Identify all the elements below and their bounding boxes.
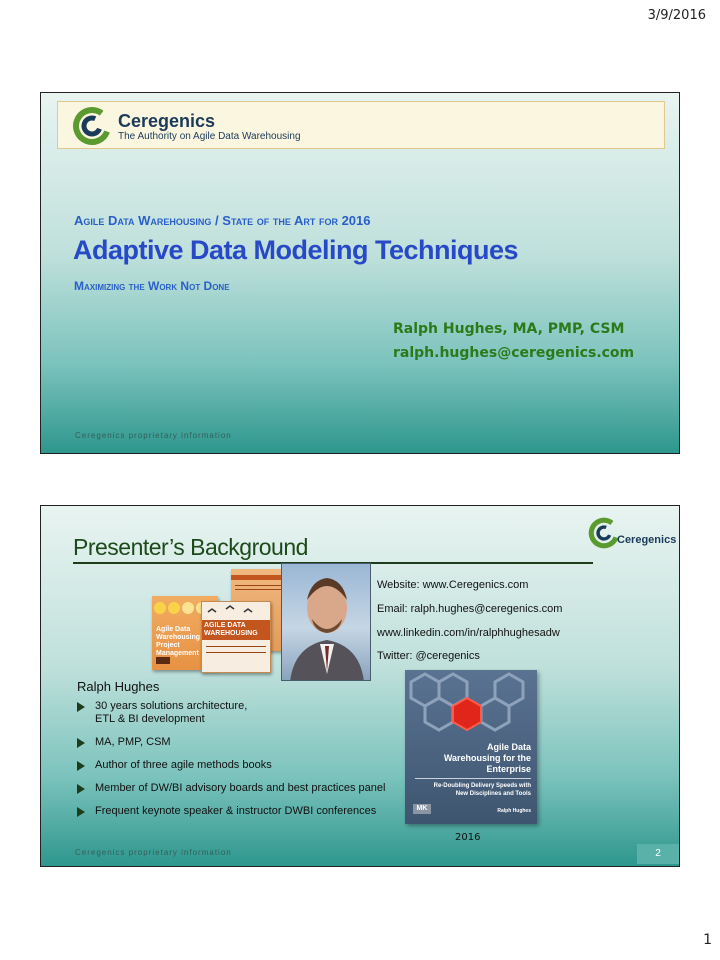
slide-number: 2: [637, 844, 679, 864]
ceregenics-logo-icon: [72, 106, 112, 146]
cover-author: Ralph Hughes: [497, 808, 531, 814]
title-slide: [40, 92, 680, 454]
brand-banner: [57, 101, 665, 149]
contact-linkedin: www.linkedin.com/in/ralphhughesadw: [377, 627, 560, 639]
cover-subtitle: Re-Doubling Delivery Speeds with New Disciplines and Tools: [433, 783, 531, 797]
list-item: Member of DW/BI advisory boards and best practices panel: [77, 782, 407, 795]
small-logo: [587, 516, 679, 550]
contact-email: Email: ralph.hughes@ceregenics.com: [377, 603, 563, 615]
triangle-bullet-icon: [77, 784, 85, 794]
hexagon-network-icon: [405, 670, 537, 740]
slide-footer: Ceregenics proprietary information: [75, 431, 232, 440]
slide-kicker: Agile Data Warehousing / State of the Art for 2016: [74, 213, 371, 228]
presenter-photo: [281, 563, 371, 681]
cover-title: Agile Data Warehousing for the Enterprise: [443, 742, 531, 774]
list-item: Author of three agile methods books: [77, 759, 407, 772]
logo-name: Ceregenics: [118, 111, 216, 131]
slide-footer: Ceregenics proprietary information: [75, 848, 232, 857]
book-year: 2016: [455, 832, 481, 843]
triangle-bullet-icon: [77, 738, 85, 748]
presenter-name: Ralph Hughes: [77, 679, 160, 694]
background-slide: [40, 505, 680, 867]
slide-title: Adaptive Data Modeling Techniques: [73, 235, 519, 265]
list-item: MA, PMP, CSM: [77, 736, 407, 749]
bullet-list: [77, 700, 407, 828]
logo-name: Ceregenics: [617, 534, 677, 546]
book-cover-agile-dw: [201, 601, 271, 673]
author-name: Ralph Hughes, MA, PMP, CSM: [393, 321, 625, 337]
list-item: 30 years solutions architecture, ETL & BI development: [77, 700, 407, 726]
portrait-icon: [282, 564, 371, 681]
publisher-mark: [156, 657, 170, 664]
book-title: AGILE DATA WAREHOUSING: [202, 620, 270, 640]
logo-tagline: The Authority on Agile Data Warehousing: [118, 131, 301, 142]
ceregenics-logo-icon: [587, 516, 621, 550]
triangle-bullet-icon: [77, 807, 85, 817]
author-email: ralph.hughes@ceregenics.com: [393, 345, 635, 361]
list-item: Frequent keynote speaker & instructor DWBI conferences: [77, 805, 407, 818]
book-cover-enterprise: [405, 670, 537, 824]
contact-website: Website: www.Ceregenics.com: [377, 579, 529, 591]
book-title: Agile Data Warehousing Project Management: [156, 626, 201, 657]
triangle-bullet-icon: [77, 761, 85, 771]
page-number: 1: [703, 932, 712, 948]
contact-twitter: Twitter: @ceregenics: [377, 650, 480, 662]
publisher-mark: MK: [413, 804, 431, 814]
triangle-bullet-icon: [77, 702, 85, 712]
page-date: 3/9/2016: [647, 8, 706, 23]
birds-icon: [202, 602, 271, 622]
slide-title: Presenter’s Background: [73, 534, 308, 560]
slide-subtitle: Maximizing the Work Not Done: [74, 279, 230, 293]
